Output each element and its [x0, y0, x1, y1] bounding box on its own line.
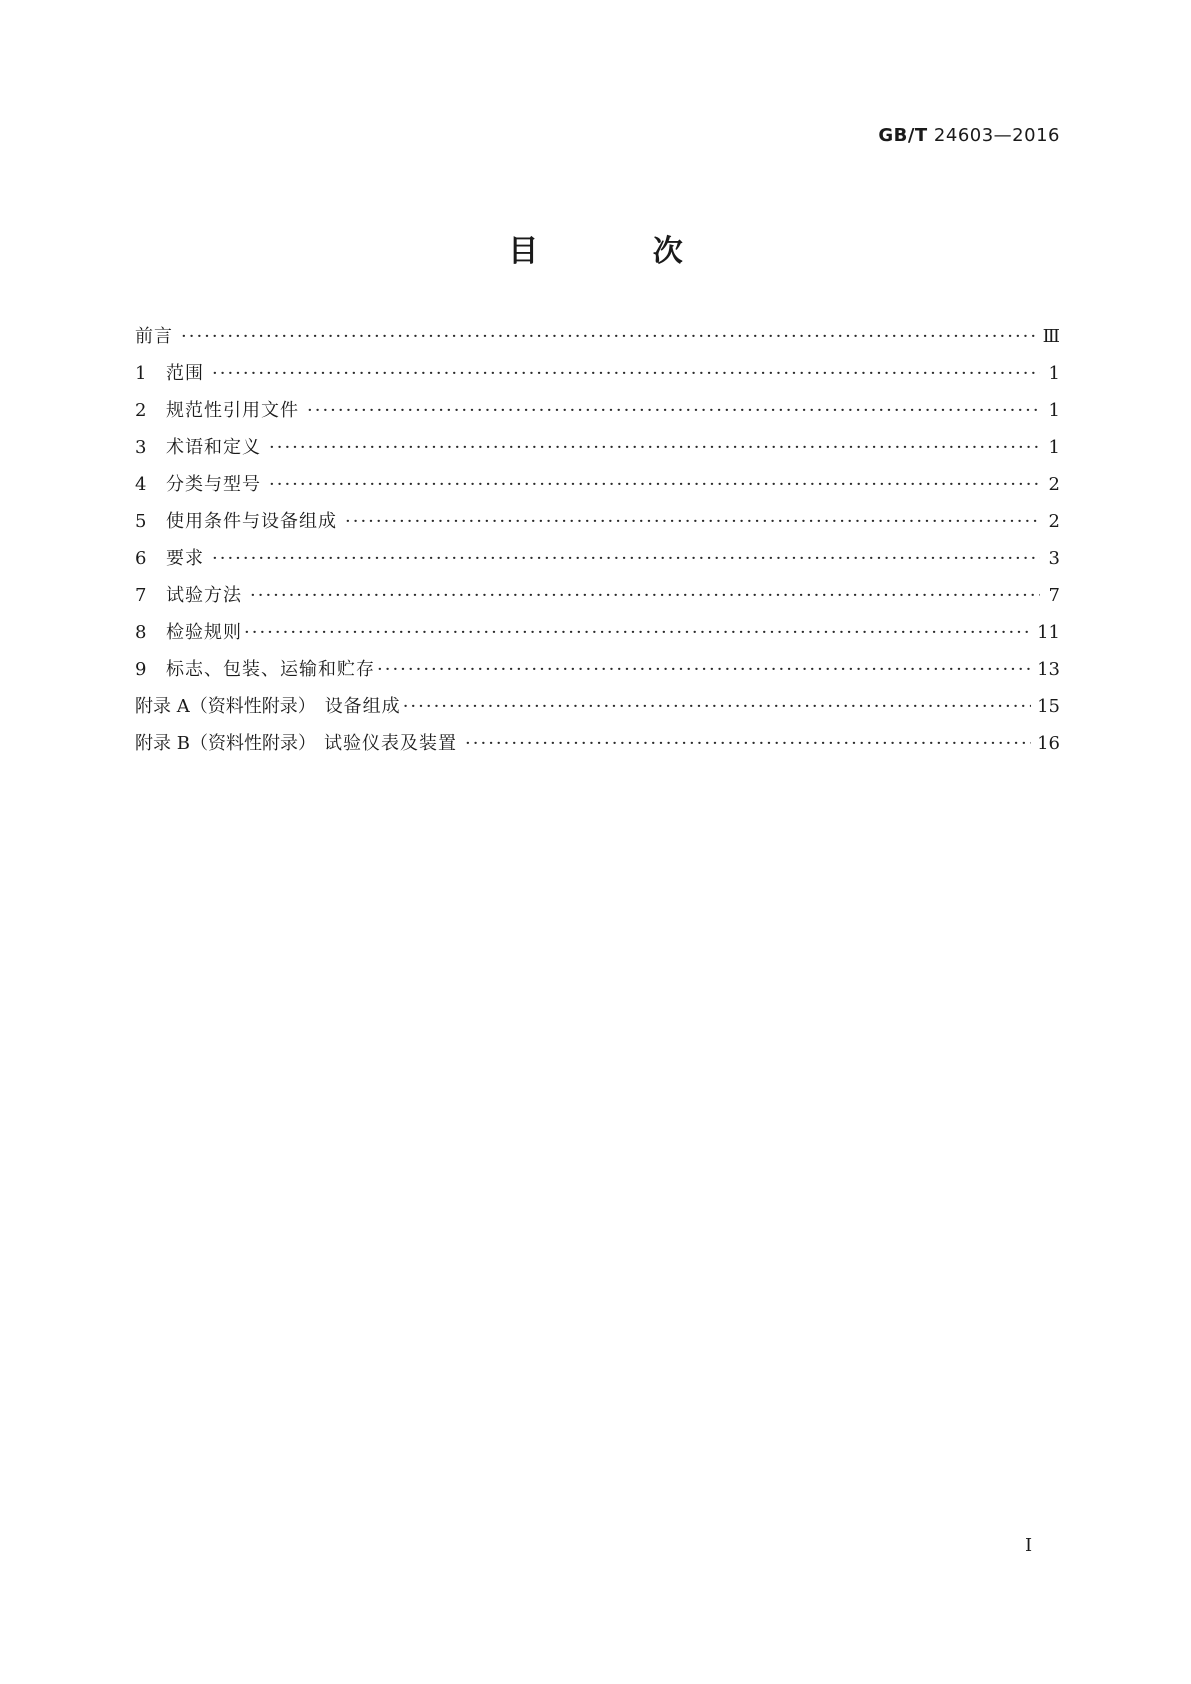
toc-leader-dots	[250, 585, 1040, 606]
toc-leader-dots	[212, 548, 1040, 569]
toc-entry-label: 术语和定义	[166, 437, 261, 458]
toc-entry-9[interactable]	[135, 655, 1060, 692]
standard-code-prefix: GB/T	[878, 125, 928, 146]
toc-entry-number: 3	[135, 437, 147, 458]
toc-entry-page: 13	[1037, 659, 1060, 680]
toc-entry-page: 16	[1037, 733, 1060, 754]
toc-leader-dots	[244, 622, 1031, 643]
toc-leader-dots	[403, 696, 1031, 717]
toc-appendix-prefix: 附录 A（资料性附录）	[135, 696, 316, 717]
toc-entry-page: 15	[1037, 696, 1060, 717]
toc-entry-label: 规范性引用文件	[166, 400, 299, 421]
toc-leader-dots	[307, 400, 1040, 421]
toc-entry-page: 2	[1048, 474, 1060, 495]
toc-entry-number: 2	[135, 400, 147, 421]
toc-entry-8[interactable]	[135, 618, 1060, 655]
toc-leader-dots	[269, 437, 1040, 458]
toc-entry-label: 试验仪表及装置	[324, 733, 458, 754]
toc-entry-page: 2	[1048, 511, 1060, 532]
toc-entry-label: 检验规则	[166, 622, 242, 643]
toc-entry-5[interactable]	[135, 507, 1060, 544]
toc-entry-number: 8	[135, 622, 147, 643]
toc-entry-number: 6	[135, 548, 147, 569]
toc-entry-page: 1	[1048, 437, 1060, 458]
toc-entry-page: 1	[1048, 400, 1060, 421]
toc-entry-foreword[interactable]	[135, 322, 1060, 359]
toc-entry-label: 范围	[166, 363, 204, 384]
toc-leader-dots	[212, 363, 1040, 384]
toc-entry-number: 9	[135, 659, 147, 680]
toc-entry-label: 要求	[166, 548, 204, 569]
toc-entry-number: 5	[135, 511, 147, 532]
toc-entry-appendix-a[interactable]	[135, 692, 1060, 729]
toc-title: 目 次	[508, 234, 735, 269]
toc-entry-page: 11	[1037, 622, 1060, 643]
toc-entry-page: 1	[1048, 363, 1060, 384]
toc-entry-label: 标志、包装、运输和贮存	[166, 659, 375, 680]
toc-entry-label: 设备组成	[324, 696, 401, 717]
toc-entry-page: Ⅲ	[1042, 326, 1060, 347]
toc-leader-dots	[465, 733, 1031, 754]
toc-entry-4[interactable]	[135, 470, 1060, 507]
toc-leader-dots	[345, 511, 1040, 532]
toc-leader-dots	[377, 659, 1031, 680]
toc-entry-page: 3	[1048, 548, 1060, 569]
table-of-contents	[135, 322, 1060, 766]
toc-entry-number: 4	[135, 474, 147, 495]
toc-entry-7[interactable]	[135, 581, 1060, 618]
page-number: I	[1025, 1535, 1033, 1556]
toc-entry-3[interactable]	[135, 433, 1060, 470]
toc-entry-page: 7	[1048, 585, 1060, 606]
toc-entry-label: 分类与型号	[166, 474, 261, 495]
toc-entry-2[interactable]	[135, 396, 1060, 433]
toc-appendix-prefix: 附录 B（资料性附录）	[135, 733, 316, 754]
toc-entry-label: 使用条件与设备组成	[166, 511, 337, 532]
toc-entry-appendix-b[interactable]	[135, 729, 1060, 766]
toc-leader-dots	[269, 474, 1040, 495]
toc-entry-number: 1	[135, 363, 147, 384]
toc-entry-6[interactable]	[135, 544, 1060, 581]
toc-entry-1[interactable]	[135, 359, 1060, 396]
toc-entry-label: 试验方法	[166, 585, 242, 606]
standard-code	[878, 125, 1060, 146]
toc-leader-dots	[181, 326, 1037, 347]
standard-code-number: 24603—2016	[933, 125, 1060, 146]
toc-entry-label: 前言	[135, 326, 173, 347]
toc-entry-number: 7	[135, 585, 147, 606]
